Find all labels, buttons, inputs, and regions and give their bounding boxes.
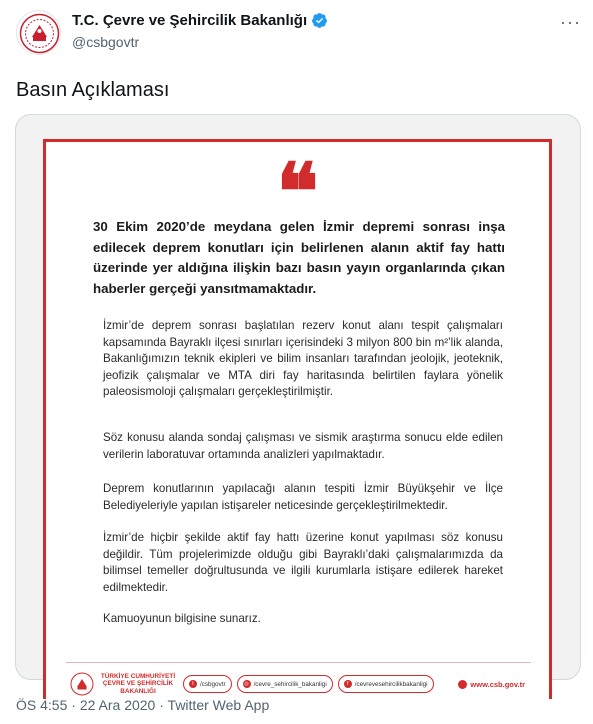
tweet-text: Basın Açıklaması <box>16 79 170 101</box>
press-release-frame <box>43 139 552 699</box>
account-handle[interactable]: @csbgovtr <box>72 34 140 50</box>
tweet-media-image[interactable] <box>15 114 581 695</box>
ministry-seal-icon <box>17 11 62 56</box>
globe-icon <box>458 680 467 689</box>
press-release-paragraph: İzmir’de deprem sonrası başlatılan rezerv konut alanı tespit çalışmaları kapsamında Bayraklı ilçesi sınırları içerisindeki 3 milyon 800 bin m²’lik alanda, Bakanlığımızın teknik ekipleri ve bilim insanları tarafından jeolojik, jeoteknik, jeofizik çalışmalar ve MTA diri fay haritasında belirtilen faylara yönelik paleosismoloji çalışmaları gerçekleştirilmiştir. <box>103 319 503 398</box>
tweet-metadata <box>16 697 269 713</box>
tweet-timestamp[interactable]: ÖS 4:55 · 22 Ara 2020 <box>16 697 156 713</box>
footer-instagram: ◎ /cevre_sehircilik_bakanligi <box>237 675 333 693</box>
twitter-icon: t <box>189 680 197 688</box>
more-options-icon[interactable]: ··· <box>560 12 581 32</box>
footer-facebook: f /cevrevesehircilikbakanligi <box>338 675 434 693</box>
tweet-header <box>16 10 581 54</box>
separator: · <box>159 697 168 713</box>
quote-mark-icon: ❝ <box>276 147 319 238</box>
facebook-icon: f <box>344 680 352 688</box>
ministry-logo-icon <box>70 672 94 696</box>
press-release-paragraph: Söz konusu alanda sondaj çalışması ve sismik araştırma sonucu elde edilen verilerin laboratuvar ortamında analizleri yapılmaktadır. <box>103 431 503 461</box>
tweet-source[interactable]: Twitter Web App <box>167 697 270 713</box>
footer-website: www.csb.gov.tr <box>458 680 525 689</box>
press-release-paragraph: İzmir’de hiçbir şekilde aktif fay hattı üzerine konut yapılması söz konusu değildir. Tüm projelerimizde olduğu gibi Bayraklı’daki çalışmalarımızda da bilimsel temeller doğrultusunda ve ilgili kurumlarla istişare edilerek hareket edilmektedir. <box>103 531 503 594</box>
footer-twitter: t /csbgovtr <box>183 675 232 693</box>
display-name[interactable]: T.C. Çevre ve Şehircilik Bakanlığı <box>72 12 308 29</box>
verified-badge-icon <box>311 12 328 29</box>
press-release-paragraph: Kamuoyunun bilgisine sunarız. <box>103 612 261 625</box>
press-release-paragraph: Deprem konutlarının yapılacağı alanın tespiti İzmir Büyükşehir ve İlçe Belediyeleriyle yapılan istişareler neticesinde gerçekleştirilmektedir. <box>103 482 503 512</box>
ministry-name: TÜRKİYE CUMHURİYETİ ÇEVRE VE ŞEHİRCİLİK BAKANLIĞI <box>100 672 176 695</box>
press-release-lead: 30 Ekim 2020’de meydana gelen İzmir depremi sonrası inşa edilecek deprem konutları için belirlenen alanın aktif fay hattı üzerinde yer aldığına ilişkin bazı basın yayın organlarında çıkan haberler gerçeği yansıtmamaktadır. <box>93 219 505 296</box>
instagram-icon: ◎ <box>244 681 249 687</box>
account-avatar[interactable] <box>16 10 61 55</box>
